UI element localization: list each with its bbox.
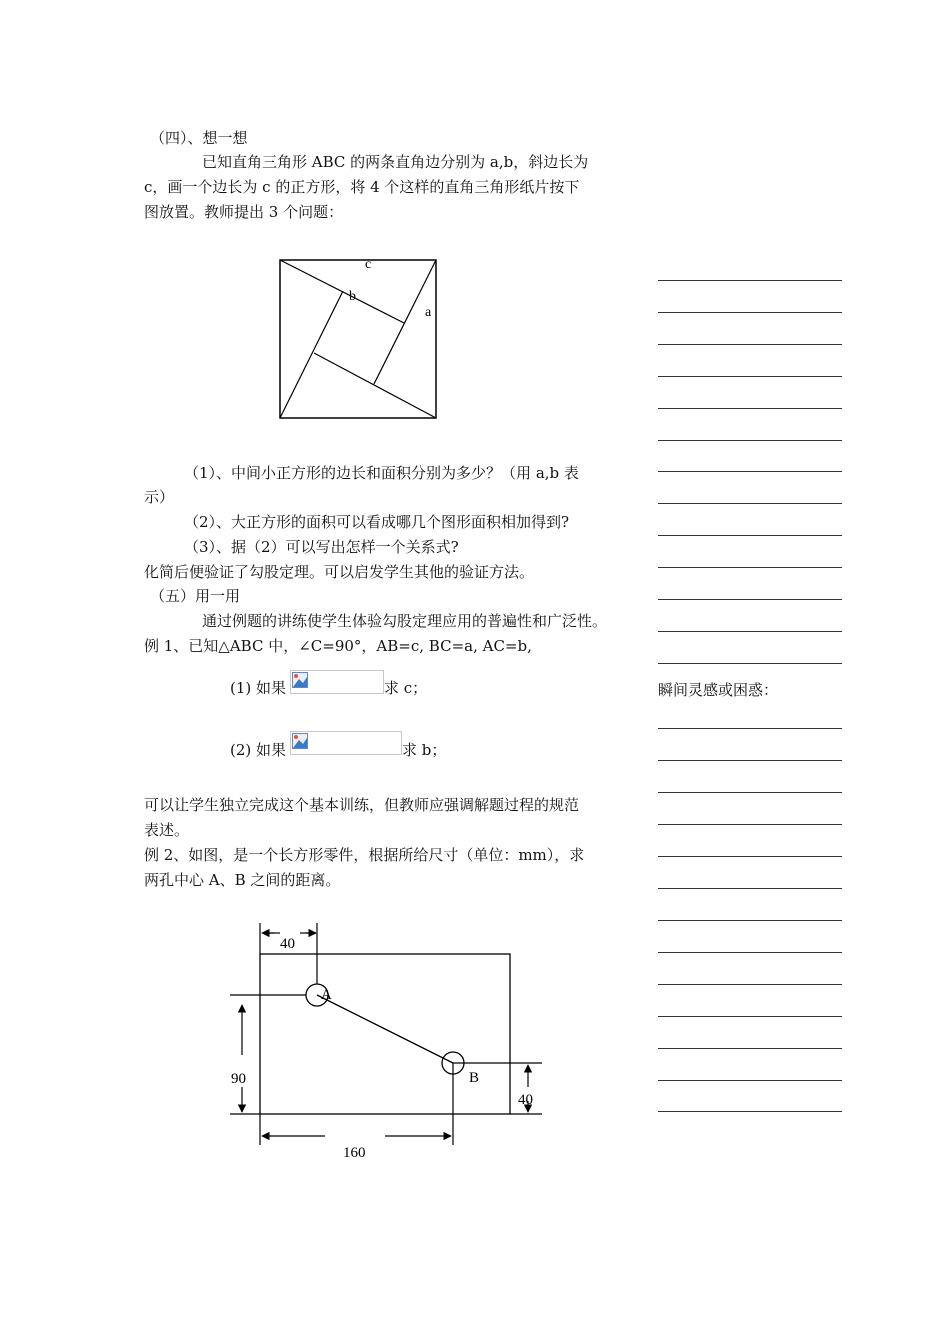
dim-40-top: 40 <box>280 936 295 952</box>
note-line <box>658 280 842 281</box>
example1-part2-suffix: 求 b； <box>402 741 447 759</box>
sidebar-label: 瞬间灵感或困惑： <box>658 681 779 699</box>
note-line <box>658 760 842 761</box>
note-line <box>658 440 842 441</box>
broken-image-icon <box>292 733 308 749</box>
label-c: c <box>365 257 372 272</box>
note-line <box>658 344 842 345</box>
note-line <box>658 1048 842 1049</box>
note-line <box>658 856 842 857</box>
section5-intro: 通过例题的讲练使学生体验勾股定理应用的普遍性和广泛性。 <box>202 612 608 630</box>
note-line <box>658 376 842 377</box>
question-3: （3）、据（2）可以写出怎样一个关系式? <box>184 538 459 556</box>
note-line <box>658 888 842 889</box>
example1-title: 例 1、已知△ABC 中，∠C=90°，AB=c, BC=a, AC=b, <box>144 637 532 655</box>
dim-90: 90 <box>231 1071 246 1087</box>
section5-heading: （五）用一用 <box>150 587 241 605</box>
section4-intro-line2: c，画一个边长为 c 的正方形，将 4 个这样的直角三角形纸片按下 <box>144 178 580 196</box>
formula-image-2 <box>290 731 402 755</box>
example1-note-line2: 表述。 <box>144 821 190 839</box>
note-line <box>658 503 842 504</box>
broken-image-icon <box>292 672 308 688</box>
note-line <box>658 631 842 632</box>
label-a: a <box>425 305 432 320</box>
note-line <box>658 663 842 664</box>
example1-part1-prefix: (1) 如果 <box>230 679 287 697</box>
note-line <box>658 599 842 600</box>
note-line <box>658 1016 842 1017</box>
example1-part2-prefix: (2) 如果 <box>230 741 287 759</box>
note-line <box>658 471 842 472</box>
note-line <box>658 920 842 921</box>
point-b-label: B <box>469 1070 480 1086</box>
section4-heading: （四）、想一想 <box>150 129 248 147</box>
note-line <box>658 824 842 825</box>
note-line <box>658 312 842 313</box>
label-b: b <box>349 289 356 304</box>
section4-intro-line1: 已知直角三角形 ABC 的两条直角边分别为 a,b，斜边长为 <box>202 153 589 171</box>
dim-160: 160 <box>343 1145 366 1161</box>
example2-line2: 两孔中心 A、B 之间的距离。 <box>144 871 341 889</box>
note-line <box>658 728 842 729</box>
example1-part1-suffix: 求 c； <box>384 679 428 697</box>
note-line <box>658 952 842 953</box>
question-1-line2: 示） <box>144 488 175 506</box>
conclusion-text: 化简后便验证了勾股定理。可以启发学生其他的验证方法。 <box>144 563 535 581</box>
pythagoras-square-figure <box>270 250 450 430</box>
rectangular-part-figure <box>220 915 550 1165</box>
note-line <box>658 567 842 568</box>
section4-intro-line3: 图放置。教师提出 3 个问题： <box>144 203 344 221</box>
dim-40-right: 40 <box>518 1092 533 1108</box>
question-2: （2）、大正方形的面积可以看成哪几个图形面积相加得到? <box>184 513 570 531</box>
note-line <box>658 1080 842 1081</box>
formula-image-1 <box>290 670 384 694</box>
note-line <box>658 792 842 793</box>
note-line <box>658 984 842 985</box>
note-line <box>658 1111 842 1112</box>
note-line <box>658 408 842 409</box>
question-1-line1: （1）、中间小正方形的边长和面积分别为多少？（用 a,b 表 <box>184 464 579 482</box>
example1-note-line1: 可以让学生独立完成这个基本训练，但教师应强调解题过程的规范 <box>144 796 580 814</box>
example2-line1: 例 2、如图，是一个长方形零件，根据所给尺寸（单位：mm），求 <box>144 846 585 864</box>
note-line <box>658 535 842 536</box>
point-a-label: A <box>321 987 332 1003</box>
